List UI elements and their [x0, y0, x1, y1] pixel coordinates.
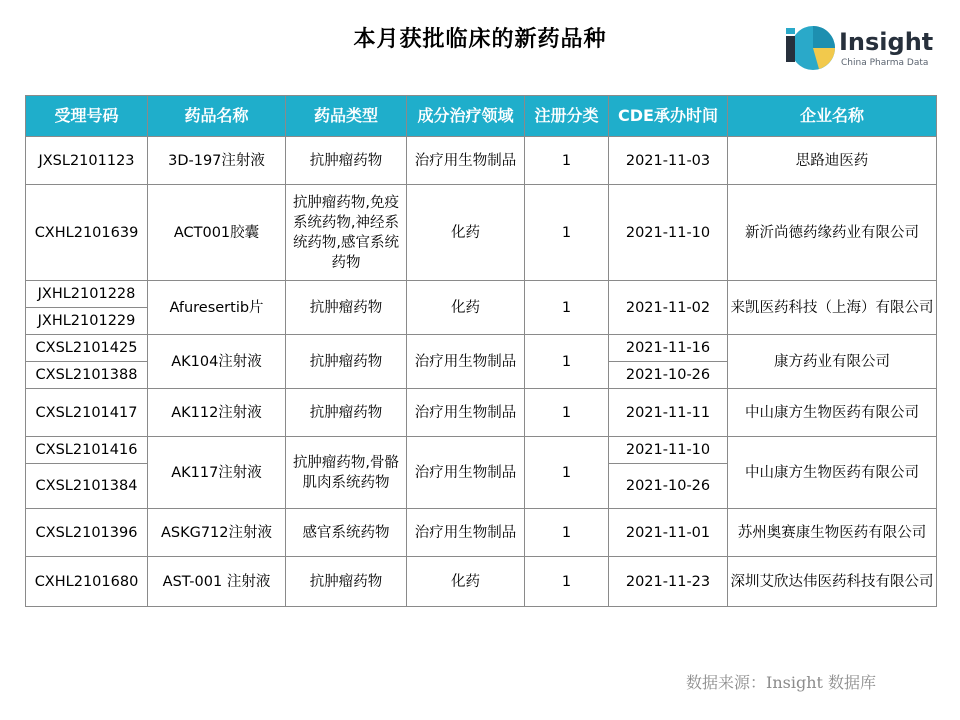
- cell-date: 2021-10-26: [609, 362, 728, 389]
- cell-date: 2021-11-02: [609, 281, 728, 335]
- cell-company: 苏州奥赛康生物医药有限公司: [728, 509, 937, 557]
- cell-area: 治疗用生物制品: [407, 335, 525, 389]
- insight-logo: [783, 22, 943, 74]
- cell-drug-type: 抗肿瘤药物: [286, 389, 407, 437]
- column-header: 药品名称: [148, 96, 286, 137]
- insight-logo-icon: [783, 22, 835, 74]
- cell-area: 化药: [407, 185, 525, 281]
- cell-code: JXHL2101228: [26, 281, 148, 308]
- cell-code: CXHL2101639: [26, 185, 148, 281]
- cell-code: JXHL2101229: [26, 308, 148, 335]
- table-row: [26, 437, 937, 464]
- cell-date: 2021-11-11: [609, 389, 728, 437]
- cell-code: CXSL2101416: [26, 437, 148, 464]
- table-row: [26, 389, 937, 437]
- cell-area: 治疗用生物制品: [407, 437, 525, 509]
- cell-company: 康方药业有限公司: [728, 335, 937, 389]
- cell-drug-type: 感官系统药物: [286, 509, 407, 557]
- cell-class: 1: [525, 437, 609, 509]
- cell-company: 新沂尚德药缘药业有限公司: [728, 185, 937, 281]
- cell-code: CXSL2101396: [26, 509, 148, 557]
- cell-drug-type: 抗肿瘤药物,骨骼肌肉系统药物: [286, 437, 407, 509]
- cell-class: 1: [525, 509, 609, 557]
- table-row: [26, 185, 937, 281]
- cell-company: 来凯医药科技（上海）有限公司: [728, 281, 937, 335]
- cell-drug-name: Afuresertib片: [148, 281, 286, 335]
- cell-code: CXSL2101425: [26, 335, 148, 362]
- drug-table: [25, 95, 937, 607]
- cell-date: 2021-11-10: [609, 437, 728, 464]
- cell-class: 1: [525, 389, 609, 437]
- logo-subtitle: China Pharma Data: [841, 58, 929, 68]
- column-header: CDE承办时间: [609, 96, 728, 137]
- column-header: 注册分类: [525, 96, 609, 137]
- cell-date: 2021-11-10: [609, 185, 728, 281]
- table-row: [26, 137, 937, 185]
- cell-company: 中山康方生物医药有限公司: [728, 389, 937, 437]
- cell-drug-type: 抗肿瘤药物: [286, 335, 407, 389]
- column-header: 企业名称: [728, 96, 937, 137]
- cell-area: 治疗用生物制品: [407, 389, 525, 437]
- logo-wordmark: Insight: [839, 28, 934, 56]
- cell-code: CXSL2101384: [26, 464, 148, 509]
- cell-date: 2021-11-16: [609, 335, 728, 362]
- cell-area: 化药: [407, 281, 525, 335]
- cell-drug-name: ASKG712注射液: [148, 509, 286, 557]
- cell-code: CXSL2101388: [26, 362, 148, 389]
- column-header: 成分治疗领域: [407, 96, 525, 137]
- cell-drug-type: 抗肿瘤药物: [286, 557, 407, 607]
- cell-company: 中山康方生物医药有限公司: [728, 437, 937, 509]
- table-row: [26, 281, 937, 308]
- data-source-note: 数据来源：Insight 数据库: [686, 673, 877, 692]
- cell-class: 1: [525, 137, 609, 185]
- cell-drug-name: AK112注射液: [148, 389, 286, 437]
- cell-drug-name: ACT001胶囊: [148, 185, 286, 281]
- cell-drug-name: AST-001 注射液: [148, 557, 286, 607]
- page-title: 本月获批临床的新药品种: [353, 27, 607, 52]
- table-row: [26, 335, 937, 362]
- cell-company: 深圳艾欣达伟医药科技有限公司: [728, 557, 937, 607]
- cell-area: 化药: [407, 557, 525, 607]
- cell-drug-type: 抗肿瘤药物: [286, 137, 407, 185]
- cell-class: 1: [525, 185, 609, 281]
- cell-class: 1: [525, 557, 609, 607]
- column-header: 受理号码: [26, 96, 148, 137]
- cell-drug-name: AK117注射液: [148, 437, 286, 509]
- cell-date: 2021-11-23: [609, 557, 728, 607]
- cell-code: CXHL2101680: [26, 557, 148, 607]
- table-row: [26, 557, 937, 607]
- cell-drug-name: AK104注射液: [148, 335, 286, 389]
- cell-drug-name: 3D-197注射液: [148, 137, 286, 185]
- cell-drug-type: 抗肿瘤药物: [286, 281, 407, 335]
- table-header-row: [26, 96, 937, 137]
- cell-class: 1: [525, 281, 609, 335]
- cell-area: 治疗用生物制品: [407, 137, 525, 185]
- cell-class: 1: [525, 335, 609, 389]
- column-header: 药品类型: [286, 96, 407, 137]
- cell-company: 思路迪医药: [728, 137, 937, 185]
- cell-area: 治疗用生物制品: [407, 509, 525, 557]
- cell-date: 2021-10-26: [609, 464, 728, 509]
- cell-date: 2021-11-01: [609, 509, 728, 557]
- table-row: [26, 509, 937, 557]
- cell-code: JXSL2101123: [26, 137, 148, 185]
- cell-code: CXSL2101417: [26, 389, 148, 437]
- cell-drug-type: 抗肿瘤药物,免疫系统药物,神经系统药物,感官系统药物: [286, 185, 407, 281]
- cell-date: 2021-11-03: [609, 137, 728, 185]
